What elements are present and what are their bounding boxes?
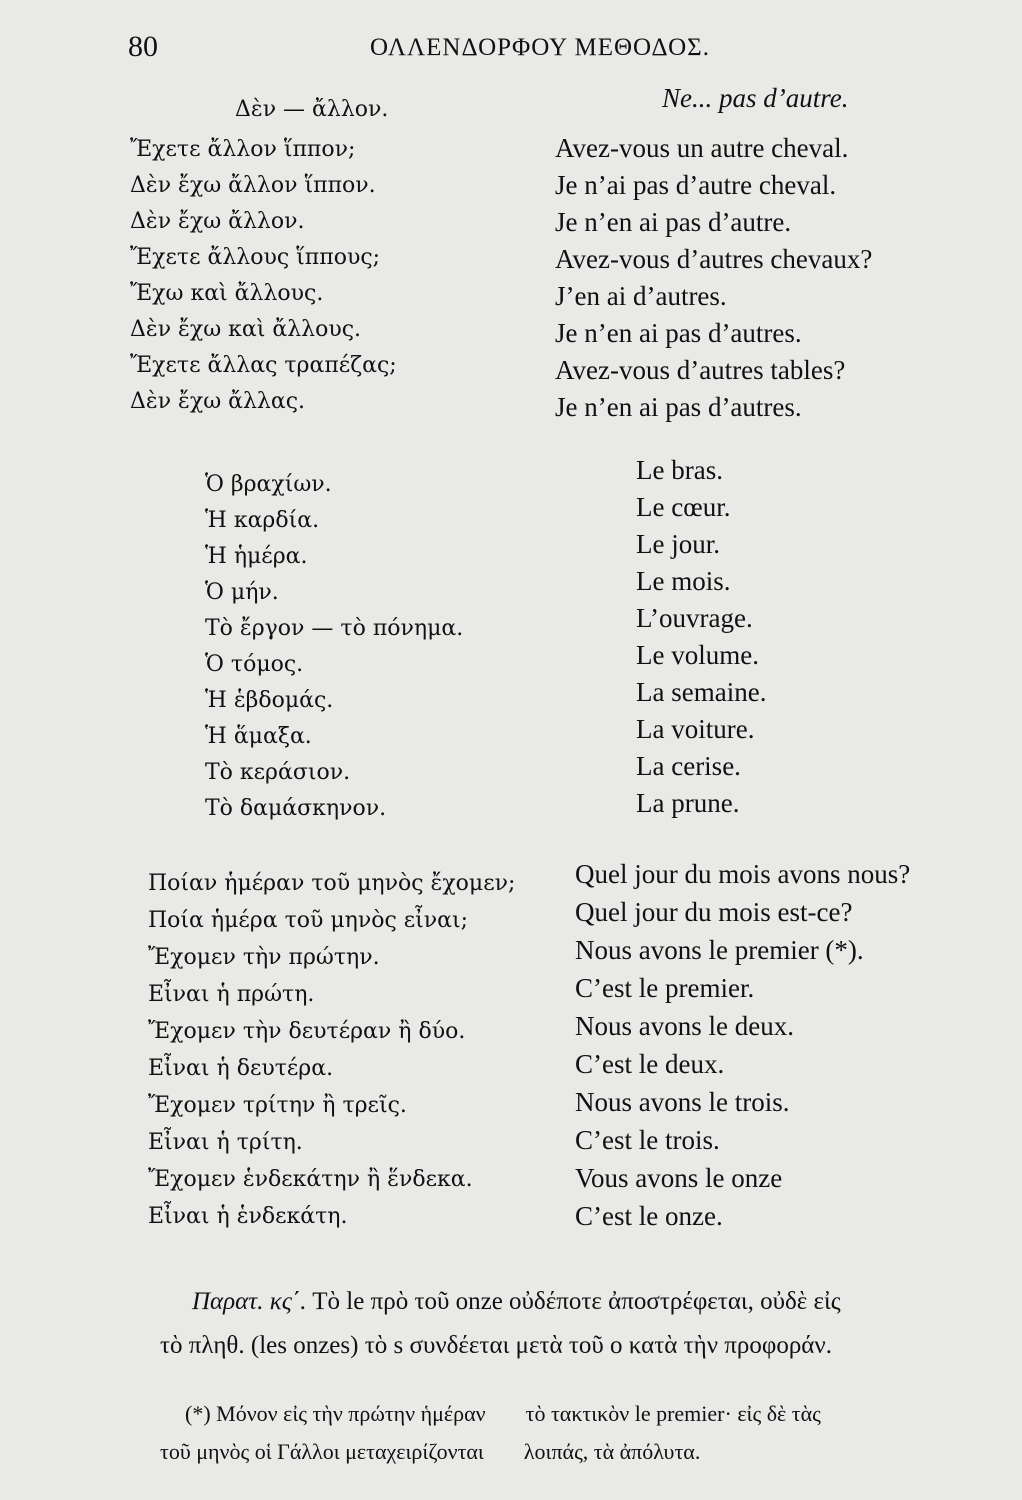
french-line: J’en ai d’autres.: [555, 281, 727, 311]
greek-vocab-item: Ἡ καρδία.: [205, 508, 320, 533]
greek-vocab-list: [205, 467, 463, 827]
french-heading: Ne... pas d’autre.: [662, 83, 849, 113]
greek-line: Δὲν ἔχω ἄλλον.: [130, 209, 305, 234]
remark-text-2: τὸ πληθ. (les onzes) τὸ s συνδέεται μετὰ τοῦ o κατὰ τὴν προφοράν.: [160, 1332, 832, 1359]
greek-line: Εἶναι ἡ πρώτη.: [148, 982, 315, 1007]
greek-line: Ἔχετε ἄλλας τραπέζας;: [130, 353, 397, 378]
remark: [160, 1280, 1020, 1368]
french-line: Je n’en ai pas d’autre.: [555, 207, 792, 237]
greek-line: Ποία ἡμέρα τοῦ μηνὸς εἶναι;: [148, 908, 469, 933]
footnote-text: τὸ τακτικὸν le premier· εἰς δὲ τὰς: [525, 1401, 821, 1426]
french-line: Nous avons le premier (*).: [575, 935, 864, 965]
footnote-line-2: [160, 1433, 1022, 1471]
french-vocab-list: [636, 452, 766, 822]
french-vocab-item: Le cœur.: [636, 492, 731, 522]
greek-vocab-item: Ὁ τόμος.: [205, 652, 304, 677]
greek-vocab-item: Τὸ ἔργον — τὸ πόνημα.: [205, 616, 464, 641]
french-vocab-item: Le bras.: [636, 455, 723, 485]
french-vocab-item: La cerise.: [636, 751, 741, 781]
french-line: C’est le trois.: [575, 1125, 720, 1155]
greek-line: Ἔχομεν τὴν δευτέραν ἢ δύο.: [148, 1019, 466, 1044]
french-line: Avez-vous d’autres tables?: [555, 355, 846, 385]
french-line: Quel jour du mois avons nous?: [575, 859, 911, 889]
greek-line: Ποίαν ἡμέραν τοῦ μηνὸς ἔχομεν;: [148, 871, 516, 896]
footnote: [160, 1395, 1022, 1471]
greek-vocab-item: Ὁ μήν.: [205, 580, 279, 605]
greek-heading: Δὲν — ἄλλον.: [235, 97, 389, 122]
greek-line: Ἔχομεν τὴν πρώτην.: [148, 945, 380, 970]
running-title: ΟΛΛΕΝΔΟΡΦΟΥ ΜΕΘΟΔΟΣ.: [370, 34, 710, 61]
greek-line: Εἶναι ἡ τρίτη.: [148, 1130, 303, 1155]
greek-line: Δὲν ἔχω ἄλλας.: [130, 389, 306, 414]
page-header: [120, 28, 1000, 68]
greek-line: Εἶναι ἡ δευτέρα.: [148, 1056, 334, 1081]
french-line: Quel jour du mois est-ce?: [575, 897, 853, 927]
french-line: Je n’en ai pas d’autres.: [555, 392, 802, 422]
french-line: Nous avons le trois.: [575, 1087, 790, 1117]
greek-vocab-item: Τὸ κεράσιον.: [205, 760, 351, 785]
french-vocab-item: La prune.: [636, 788, 740, 818]
french-vocab-item: La semaine.: [636, 677, 767, 707]
french-column-2: [575, 856, 910, 1236]
remark-text-1: Τὸ le πρὸ τοῦ onze οὐδέποτε ἀποστρέφεται, οὐδὲ εἰς: [312, 1288, 841, 1315]
french-line: C’est le deux.: [575, 1049, 725, 1079]
greek-line: Ἔχομεν τρίτην ἢ τρεῖς.: [148, 1093, 407, 1118]
french-vocab-item: Le mois.: [636, 566, 731, 596]
remark-line-1: [160, 1280, 1020, 1324]
footnote-line-1: [185, 1395, 1022, 1433]
greek-vocab-item: Ὁ βραχίων.: [205, 472, 332, 497]
footnote-text: τοῦ μηνὸς οἱ Γάλλοι μεταχειρίζονται: [160, 1439, 484, 1464]
french-line: C’est le premier.: [575, 973, 755, 1003]
french-column-1: [555, 130, 872, 426]
french-line: Avez-vous d’autres chevaux?: [555, 244, 873, 274]
greek-column-2: [148, 866, 515, 1236]
greek-vocab-item: Ἡ ἡμέρα.: [205, 544, 308, 569]
greek-line: Δὲν ἔχω καὶ ἄλλους.: [130, 317, 362, 342]
greek-line: Ἔχετε ἄλλον ἵππον;: [130, 137, 356, 162]
greek-vocab-item: Τὸ δαμάσκηνον.: [205, 796, 387, 821]
greek-line: Εἶναι ἡ ἑνδεκάτη.: [148, 1204, 348, 1229]
greek-vocab-item: Ἡ ἑβδομάς.: [205, 688, 334, 713]
footnote-text: λοιπάς, τὰ ἀπόλυτα.: [523, 1439, 701, 1464]
french-line: Je n’en ai pas d’autres.: [555, 318, 802, 348]
greek-line: Ἔχετε ἄλλους ἵππους;: [130, 245, 381, 270]
footnote-text: (*) Μόνον εἰς τὴν πρώτην ἡμέραν: [185, 1401, 486, 1426]
french-vocab-item: L’ouvrage.: [636, 603, 753, 633]
french-vocab-item: La voiture.: [636, 714, 755, 744]
greek-line: Ἔχω καὶ ἄλλους.: [130, 281, 324, 306]
french-line: Vous avons le onze: [575, 1163, 783, 1193]
page-number: 80: [128, 30, 158, 63]
greek-column-1: [130, 132, 397, 420]
remark-label: Παρατ. κς΄.: [192, 1288, 307, 1315]
french-line: Je n’ai pas d’autre cheval.: [555, 170, 837, 200]
french-line: Avez-vous un autre cheval.: [555, 133, 849, 163]
french-vocab-item: Le jour.: [636, 529, 720, 559]
greek-vocab-item: Ἡ ἅμαξα.: [205, 724, 312, 749]
greek-line: Ἔχομεν ἑνδεκάτην ἢ ἕνδεκα.: [148, 1167, 473, 1192]
french-vocab-item: Le volume.: [636, 640, 759, 670]
french-line: Nous avons le deux.: [575, 1011, 794, 1041]
french-line: C’est le onze.: [575, 1201, 723, 1231]
greek-line: Δὲν ἔχω ἄλλον ἵππον.: [130, 173, 376, 198]
